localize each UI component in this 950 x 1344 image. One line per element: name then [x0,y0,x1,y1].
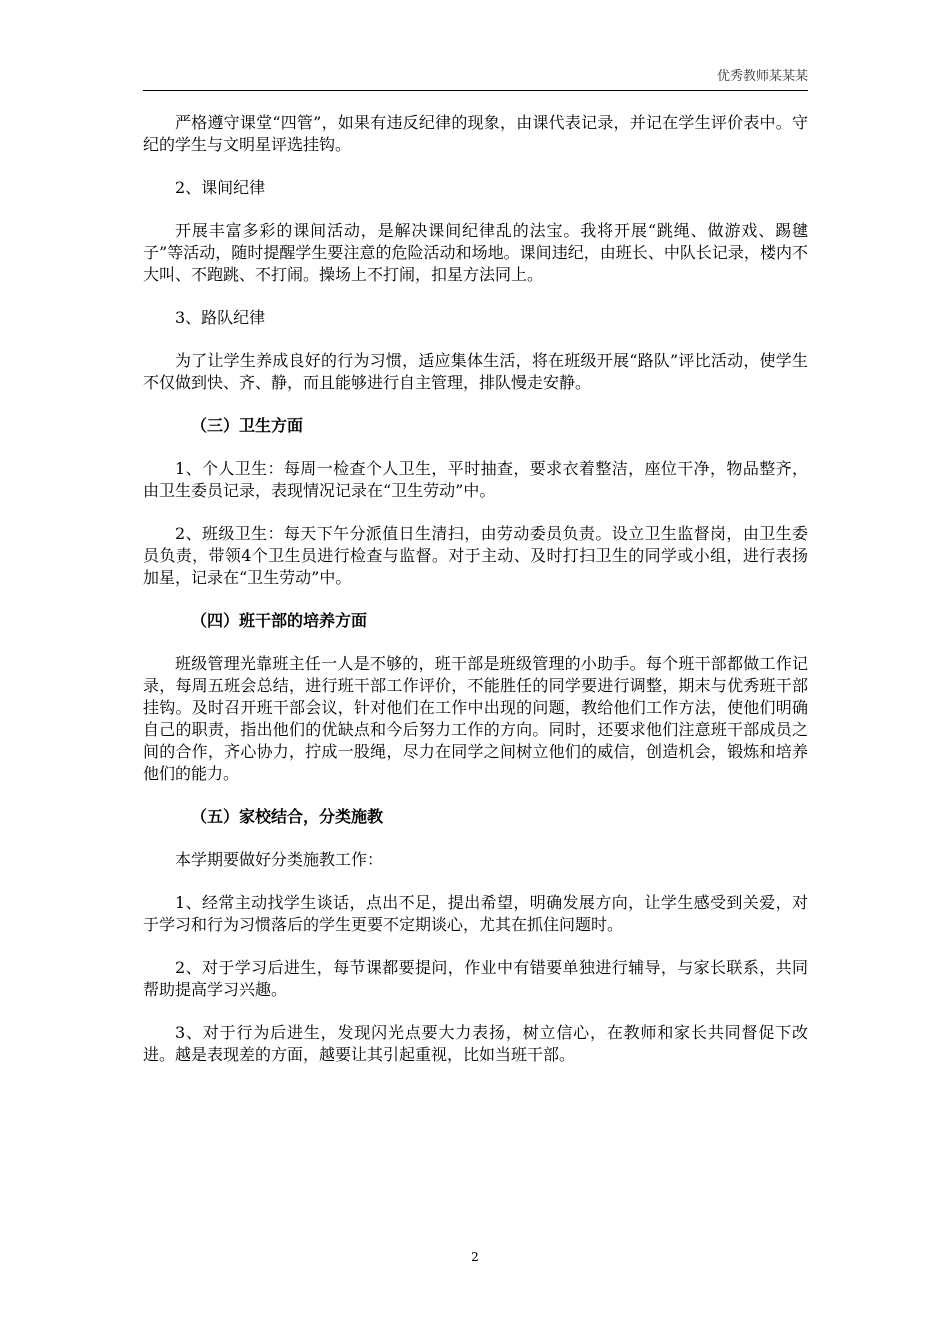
paragraph-behavior-support: 3、对于行为后进生，发现闪光点要大力表扬，树立信心，在教师和家长共同督促下改进。越是表现差的方面，越要让其引起重视，比如当班干部。 [143,1023,808,1064]
section-heading-class-cadres: （四）班干部的培养方面 [191,611,368,630]
document-body [143,112,808,1066]
paragraph-personal-hygiene: 1、个人卫生：每周一检查个人卫生，平时抽查，要求衣着整洁，座位干净，物品整齐，由卫生委员记录，表现情况记录在“卫生劳动”中。 [143,459,808,500]
section-heading-home-school: （五）家校结合，分类施教 [191,807,384,826]
paragraph-classroom-rules: 严格遵守课堂“四管”，如果有违反纪律的现象，由课代表记录，并记在学生评价表中。守纪的学生与文明星评选挂钩。 [143,113,808,154]
paragraph-learning-support: 2、对于学习后进生，每节课都要提问，作业中有错要单独进行辅导，与家长联系，共同帮助提高学习兴趣。 [143,958,808,999]
paragraph-line-competition: 为了让学生养成良好的行为习惯，适应集体生活，将在班级开展“路队”评比活动，使学生不仅做到快、齐、静，而且能够进行自主管理，排队慢走安静。 [143,351,808,392]
section-heading-hygiene: （三）卫生方面 [191,416,304,435]
header-author: 优秀教师某某某 [716,69,808,84]
paragraph-talk-students: 1、经常主动找学生谈话，点出不足，提出希望，明确发展方向，让学生感受到关爱，对于学习和行为习惯落后的学生更要不定期谈心，尤其在抓住问题时。 [143,893,808,934]
paragraph-class-cadres: 班级管理光靠班主任一人是不够的，班干部是班级管理的小助手。每个班干部都做工作记录，每周五班会总结，进行班干部工作评价，不能胜任的同学要进行调整，期末与优秀班干部挂钩。及时召开班干部会议，针对他们在工作中出现的问题，教给他们工作方法，使他们明确自己的职责，指出他们的优缺点和今后努力工作的方向。同时，还要求他们注意班干部成员之间的合作，齐心协力，拧成一股绳，尽力在同学之间树立他们的威信，创造机会，锻炼和培养他们的能力。 [143,654,808,783]
subheading-break-discipline: 2、课间纪律 [175,178,266,197]
subheading-line-discipline: 3、路队纪律 [175,308,266,327]
paragraph-break-activities: 开展丰富多彩的课间活动，是解决课间纪律乱的法宝。我将开展“跳绳、做游戏、踢毽子”等活动，随时提醒学生要注意的危险活动和场地。课间违纪，由班长、中队长记录，楼内不大叫、不跑跳、不打闹。操场上不打闹，扣星方法同上。 [143,221,808,284]
page-header [143,64,808,91]
paragraph-semester-intro: 本学期要做好分类施教工作： [175,850,384,869]
paragraph-class-hygiene: 2、班级卫生：每天下午分派值日生清扫，由劳动委员负责。设立卫生监督岗，由卫生委员负责，带领4个卫生员进行检查与监督。对于主动、及时打扫卫生的同学或小组，进行表扬加星，记录在“卫生劳动”中。 [143,524,808,587]
page-number: 2 [471,1250,479,1264]
